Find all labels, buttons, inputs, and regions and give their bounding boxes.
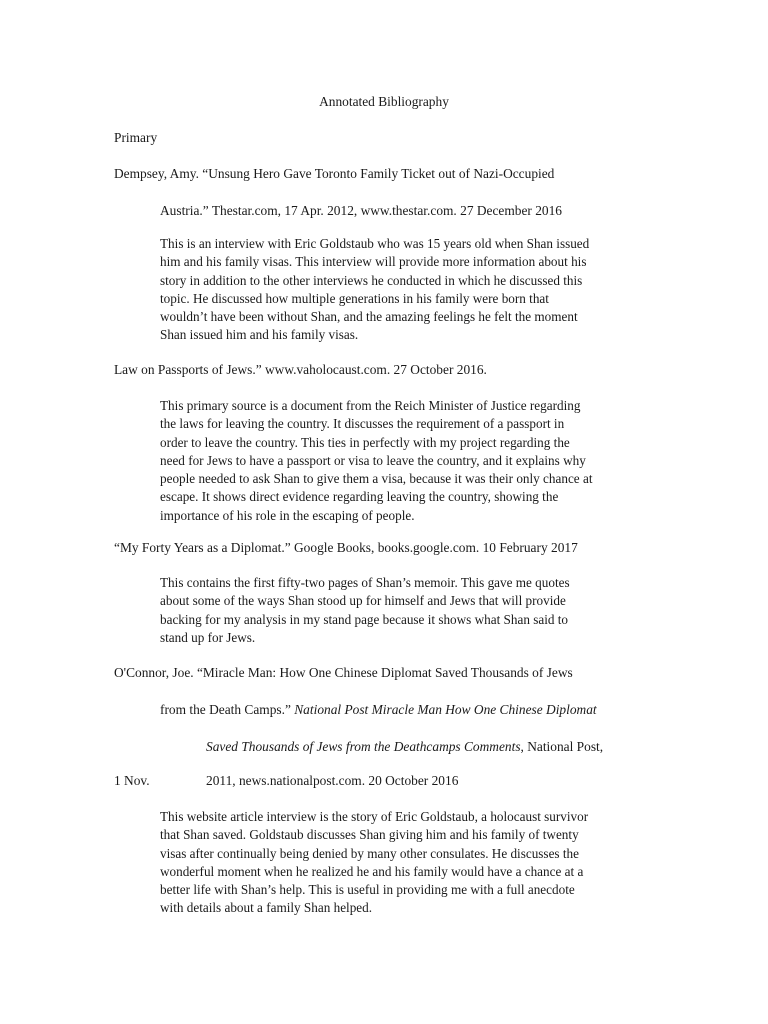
annotation-line: backing for my analysis in my stand page because it shows what Shan said to xyxy=(160,611,569,627)
citation-1-line-2: Austria.” Thestar.com, 17 Apr. 2012, www.thestar.com. 27 December 2016 xyxy=(160,203,563,218)
citation-1-line-1: Dempsey, Amy. “Unsung Hero Gave Toronto Family Ticket out of Nazi-Occupied xyxy=(114,166,555,181)
annotation-4 xyxy=(160,808,660,918)
annotation-line: wouldn’t have been without Shan, and the amazing feelings he felt the moment xyxy=(160,309,578,325)
annotation-line: visas after continually being denied by many other consulates. He discusses the xyxy=(160,845,579,861)
annotation-line: This contains the first fifty-two pages of Shan’s memoir. This gave me quotes xyxy=(160,575,570,590)
citation-4-line-2 xyxy=(160,701,597,719)
annotation-2 xyxy=(160,397,660,525)
annotation-line: Shan issued him and his family visas. xyxy=(160,327,359,343)
annotation-line: him and his family visas. This interview will provide more information about his xyxy=(160,254,587,270)
citation-4-line-4: 2011, news.nationalpost.com. 20 October 2016 xyxy=(206,773,459,788)
annotation-line: This website article interview is the story of Eric Goldstaub, a holocaust survivor xyxy=(160,809,589,824)
citation-4-plain-text: from the Death Camps.” xyxy=(160,702,295,717)
page-title: Annotated Bibliography xyxy=(319,94,449,109)
annotation-line: better life with Shan’s help. This is useful in providing me with a full anecdote xyxy=(160,882,575,898)
annotation-3 xyxy=(160,574,660,647)
annotation-line: need for Jews to have a passport or visa to leave the country, and it explains why xyxy=(160,452,586,468)
annotation-line: importance of his role in the escaping of people. xyxy=(160,507,415,523)
annotation-line: escape. It shows direct evidence regarding leaving the country, showing the xyxy=(160,489,559,505)
annotation-line: people needed to ask Shan to give them a visa, because it was their only chance at xyxy=(160,471,593,487)
citation-4-container-title: National Post Miracle Man How One Chinese Diplomat xyxy=(294,702,597,717)
annotation-line: story in addition to the other interviews he conducted in which he discussed this xyxy=(160,272,583,288)
citation-2-line-1: Law on Passports of Jews.” www.vaholocaust.com. 27 October 2016. xyxy=(114,362,487,377)
citation-4-publisher: , National Post, xyxy=(520,739,604,754)
annotation-line: topic. He discussed how multiple generations in his family were born that xyxy=(160,290,549,306)
citation-4-date-day: 1 Nov. xyxy=(114,773,150,788)
citation-3-line-1: “My Forty Years as a Diplomat.” Google Books, books.google.com. 10 February 2017 xyxy=(114,540,578,555)
citation-4-line-1: O'Connor, Joe. “Miracle Man: How One Chinese Diplomat Saved Thousands of Jews xyxy=(114,665,573,680)
annotation-1 xyxy=(160,235,660,345)
annotation-line: order to leave the country. This ties in perfectly with my project regarding the xyxy=(160,434,570,450)
annotation-line: that Shan saved. Goldstaub discusses Shan giving him and his family of twenty xyxy=(160,827,579,843)
citation-4-line-3 xyxy=(206,738,603,756)
annotation-line: This is an interview with Eric Goldstaub who was 15 years old when Shan issued xyxy=(160,236,590,251)
annotation-line: stand up for Jews. xyxy=(160,629,256,645)
annotation-line: This primary source is a document from the Reich Minister of Justice regarding xyxy=(160,398,581,413)
annotation-line: about some of the ways Shan stood up for himself and Jews that will provide xyxy=(160,593,566,609)
annotation-line: the laws for leaving the country. It discusses the requirement of a passport in xyxy=(160,416,565,432)
citation-4-container-title-cont: Saved Thousands of Jews from the Deathcamps Comments xyxy=(206,739,521,754)
annotation-line: with details about a family Shan helped. xyxy=(160,900,373,916)
section-heading: Primary xyxy=(114,130,158,145)
annotation-line: wonderful moment when he realized he and his family would have a chance at a xyxy=(160,863,584,879)
